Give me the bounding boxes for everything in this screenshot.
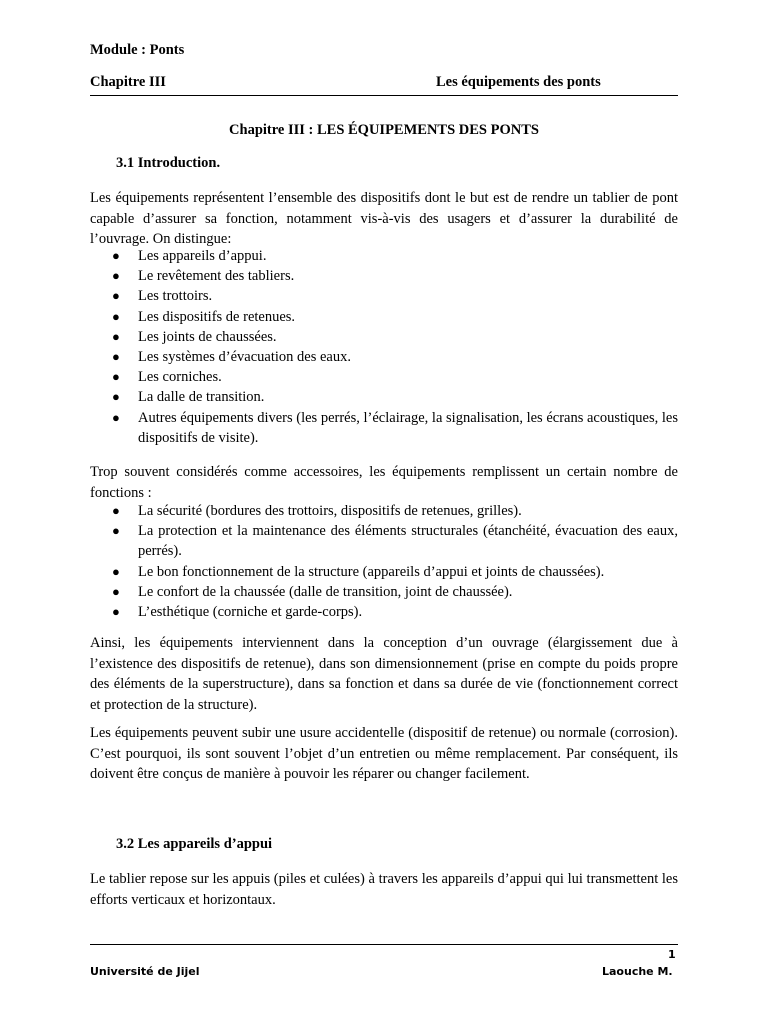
bullet-icon: ● (112, 288, 120, 304)
footer-institution: Université de Jijel (90, 965, 200, 978)
wear-paragraph: Les équipements peuvent subir une usure accidentelle (dispositif de retenue) ou normale (corrosion). C’est pourquoi, ils sont souvent l’objet d’un entretien ou même remplacement. Par conséquent, ils doivent être conçus de manière à pouvoir les réparer ou changer facilement. (90, 725, 678, 782)
bullet-icon: ● (112, 268, 120, 284)
intro-paragraph: Les équipements représentent l’ensemble des dispositifs dont le but est de rendre un tablier de pont capable d’assurer sa fonction, notamment vis-à-vis des usagers et d’assurer la durabilité de l’ouvrage. On distingue: (90, 190, 678, 247)
page-number: 1 (668, 948, 676, 961)
footer-divider (90, 944, 678, 945)
list-item-text: La protection et la maintenance des éléments structurales (étanchéité, évacuation des eaux, perrés). (138, 523, 678, 560)
equipment-list (110, 246, 678, 448)
header-chapter: Chapitre III (90, 74, 166, 90)
bullet-icon: ● (112, 503, 120, 518)
list-item (110, 246, 678, 266)
list-item (110, 582, 678, 602)
bullet-icon: ● (112, 369, 120, 385)
section-heading-bearings: 3.2 Les appareils d’appui (116, 836, 273, 852)
bullet-icon: ● (112, 523, 120, 539)
bullet-icon: ● (112, 328, 120, 344)
functions-list (110, 501, 678, 622)
list-item (110, 501, 678, 521)
list-item (110, 367, 678, 387)
list-item (110, 347, 678, 367)
bullet-icon: ● (112, 563, 120, 579)
list-item-text: Le confort de la chaussée (dalle de transition, joint de chaussée). (138, 583, 513, 600)
header-row (90, 74, 678, 91)
list-item (110, 521, 678, 561)
bullet-icon: ● (112, 308, 120, 324)
list-item-text: Autres équipements divers (les perrés, l’éclairage, la signalisation, les écrans acoustiques, les dispositifs de visite). (138, 409, 678, 446)
list-item (110, 602, 678, 622)
list-item (110, 387, 678, 407)
bullet-icon: ● (112, 248, 120, 263)
list-item-text: Les corniches. (138, 369, 222, 386)
list-item-text: Les trottoirs. (138, 288, 213, 305)
bullet-icon: ● (112, 409, 120, 425)
bearings-paragraph: Le tablier repose sur les appuis (piles et culées) à travers les appareils d’appui qui lui transmettent les efforts verticaux et horizontaux. (90, 871, 678, 908)
footer-author: Laouche M. (602, 965, 673, 978)
section-heading-introduction: 3.1 Introduction. (116, 155, 221, 171)
header-divider (90, 95, 678, 96)
list-item (110, 307, 678, 327)
list-item-text: La dalle de transition. (138, 389, 265, 406)
list-item-text: La sécurité (bordures des trottoirs, dispositifs de retenues, grilles). (138, 503, 522, 519)
chapter-title: Chapitre III : LES ÉQUIPEMENTS DES PONTS (229, 122, 539, 138)
list-item (110, 286, 678, 306)
header-module: Module : Ponts (90, 42, 185, 58)
bullet-icon: ● (112, 583, 120, 599)
list-item-text: Les joints de chaussées. (138, 328, 277, 345)
bullet-icon: ● (112, 604, 120, 620)
bullet-icon: ● (112, 389, 120, 405)
header-section-title: Les équipements des ponts (436, 74, 601, 90)
list-item-text: Les dispositifs de retenues. (138, 308, 296, 325)
list-item (110, 408, 678, 448)
list-item-text: Les systèmes d’évacuation des eaux. (138, 349, 351, 366)
list-item-text: Les appareils d’appui. (138, 248, 267, 264)
bullet-icon: ● (112, 349, 120, 365)
list-item (110, 327, 678, 347)
functions-paragraph: Trop souvent considérés comme accessoires, les équipements remplissent un certain nombre de fonctions : (90, 464, 678, 501)
design-paragraph: Ainsi, les équipements interviennent dans la conception d’un ouvrage (élargissement due à l’existence des dispositifs de retenue), dans son dimensionnement (prise en compte du poids propre des éléments de la superstructure), dans sa fonction et dans sa durée de vie (fonctionnement correct et protection de la structure). (90, 635, 678, 713)
list-item-text: L’esthétique (corniche et garde-corps). (138, 604, 363, 621)
list-item (110, 562, 678, 582)
list-item-text: Le bon fonctionnement de la structure (appareils d’appui et joints de chaussées). (138, 563, 605, 580)
list-item-text: Le revêtement des tabliers. (138, 268, 295, 285)
list-item (110, 266, 678, 286)
